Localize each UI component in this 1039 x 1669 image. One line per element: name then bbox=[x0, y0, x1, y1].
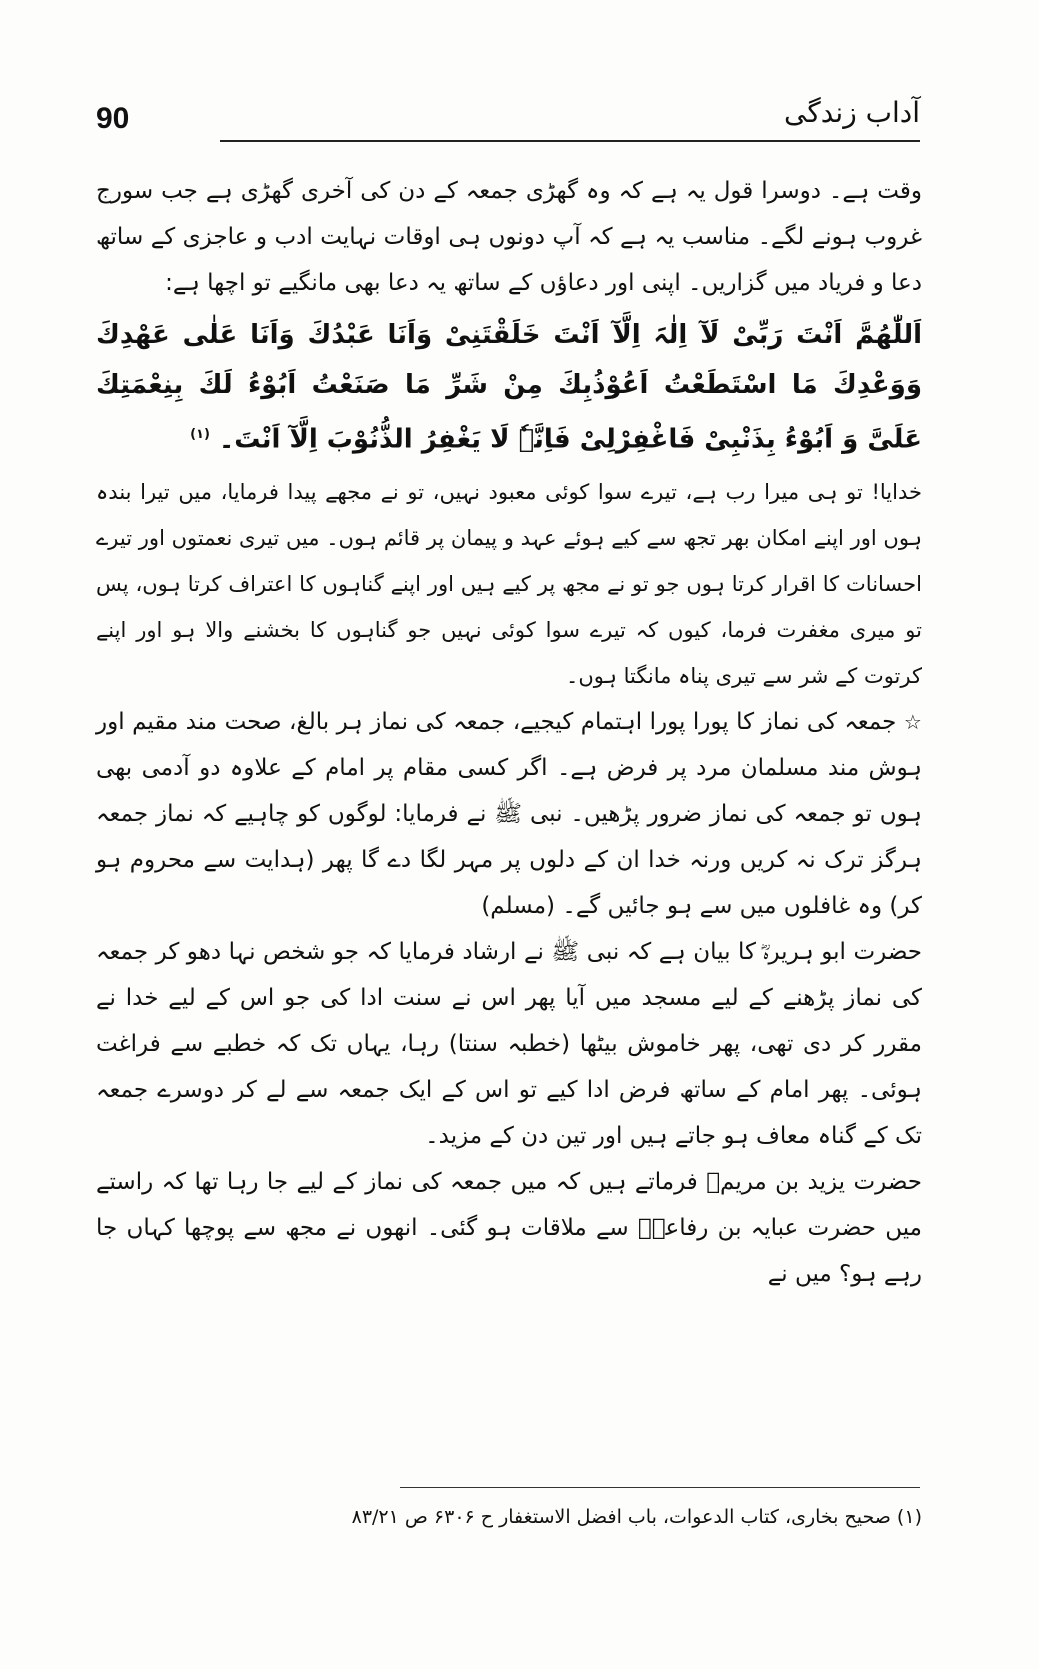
body-text bbox=[96, 168, 922, 1297]
footnote-rule bbox=[400, 1487, 920, 1488]
dua-translation: خدایا! تو ہی میرا رب ہے، تیرے سوا کوئی معبود نہیں، تو نے مجھے پیدا فرمایا، میں تیرا بندہ ہوں اور اپنے امکان بھر تجھ سے کیے ہوئے عہد و پیمان پر قائم ہوں۔ میں تیری نعمتوں اور تیرے احسانات کا اقرار کرتا ہوں جو تو نے مجھ پر کیے ہیں اور اپنے گناہوں کا اعتراف کرتا ہوں، پس تو میری مغفرت فرما، کیوں کہ تیرے سوا کوئی نہیں جو گناہوں کا بخشنے والا ہو اور اپنے کرتوت کے شر سے تیری پناہ مانگتا ہوں۔ bbox=[96, 479, 922, 688]
header-rule bbox=[220, 140, 920, 142]
paragraph-2-text: جمعہ کی نماز کا پورا پورا اہتمام کیجیے، جمعہ کی نماز ہر بالغ، صحت مند مقیم اور ہوش مند مسلمان مرد پر فرض ہے۔ اگر کسی مقام پر امام کے علاوہ دو آدمی بھی ہوں تو جمعہ کی نماز ضرور پڑھیں۔ نبی ﷺ نے فرمایا: لوگوں کو چاہیے کہ نماز جمعہ ہرگز ترک نہ کریں ورنہ خدا ان کے دلوں پر مہر لگا دے گا پھر (ہدایت سے محروم ہو کر) وہ غافلوں میں سے ہو جائیں گے۔ (مسلم) bbox=[96, 708, 922, 919]
paragraph-1: وقت ہے۔ دوسرا قول یہ ہے کہ وہ گھڑی جمعہ کے دن کی آخری گھڑی ہے جب سورج غروب ہونے لگے۔ مناسب یہ ہے کہ آپ دونوں ہی اوقات نہایت ادب و عاجزی کے ساتھ دعا و فریاد میں گزاریں۔ اپنی اور دعاؤں کے ساتھ یہ دعا بھی مانگیے تو اچھا ہے: bbox=[96, 178, 922, 296]
running-title: آداب زندگی bbox=[784, 96, 920, 129]
arabic-dua-text: اَللّٰھُمَّ اَنْتَ رَبِّیْ لَآ اِلٰہَ اِلَّآ اَنْتَ خَلَقْتَنِیْ وَاَنَا عَبْدُكَ وَاَنَا عَلٰی عَھْدِكَ وَوَعْدِكَ مَا اسْتَطَعْتُ اَعُوْذُبِكَ مِنْ شَرِّ مَا صَنَعْتُ اَبُوْءُ لَكَ بِنِعْمَتِكَ عَلَیَّ وَ اَبُوْءُ بِذَنْبِیْ فَاغْفِرْلِیْ فَاِنَّہٗ لَا یَغْفِرُ الذُّنُوْبَ اِلَّآ اَنْتَ۔ bbox=[96, 320, 922, 455]
paragraph-3: حضرت ابو ہریرہؓ کا بیان ہے کہ نبی ﷺ نے ارشاد فرمایا کہ جو شخص نہا دھو کر جمعہ کی نماز پڑھنے کے لیے مسجد میں آیا پھر اس نے سنت ادا کی جو اس کے لیے خدا نے مقرر کر دی تھی، پھر خاموش بیٹھا (خطبہ سنتا) رہا، یہاں تک کہ خطبے سے فراغت ہوئی۔ پھر امام کے ساتھ فرض ادا کیے تو اس کے ایک جمعہ سے لے کر دوسرے جمعہ تک کے گناہ معاف ہو جاتے ہیں اور تین دن کے مزید۔ bbox=[96, 938, 922, 1149]
page-number: 90 bbox=[96, 102, 130, 135]
paragraph-4: حضرت یزید بن مریمؓ فرماتے ہیں کہ میں جمعہ کی نماز کے لیے جا رہا تھا کہ راستے میں حضرت عبایہ بن رفاعہؓ سے ملاقات ہو گئی۔ انھوں نے مجھ سے پوچھا کہاں جا رہے ہو؟ میں نے bbox=[96, 1168, 922, 1287]
page-header bbox=[90, 88, 920, 148]
arabic-dua bbox=[96, 310, 922, 465]
dua-footnote-ref: (۱) bbox=[190, 427, 210, 442]
footnote: (۱) صحیح بخاری، کتاب الدعوات، باب افضل الاستغفار ح ۶۳۰۶ ص ۸۳/۲۱ bbox=[351, 1506, 922, 1528]
star-icon: ☆ bbox=[903, 709, 922, 734]
paragraph-2 bbox=[96, 699, 922, 929]
